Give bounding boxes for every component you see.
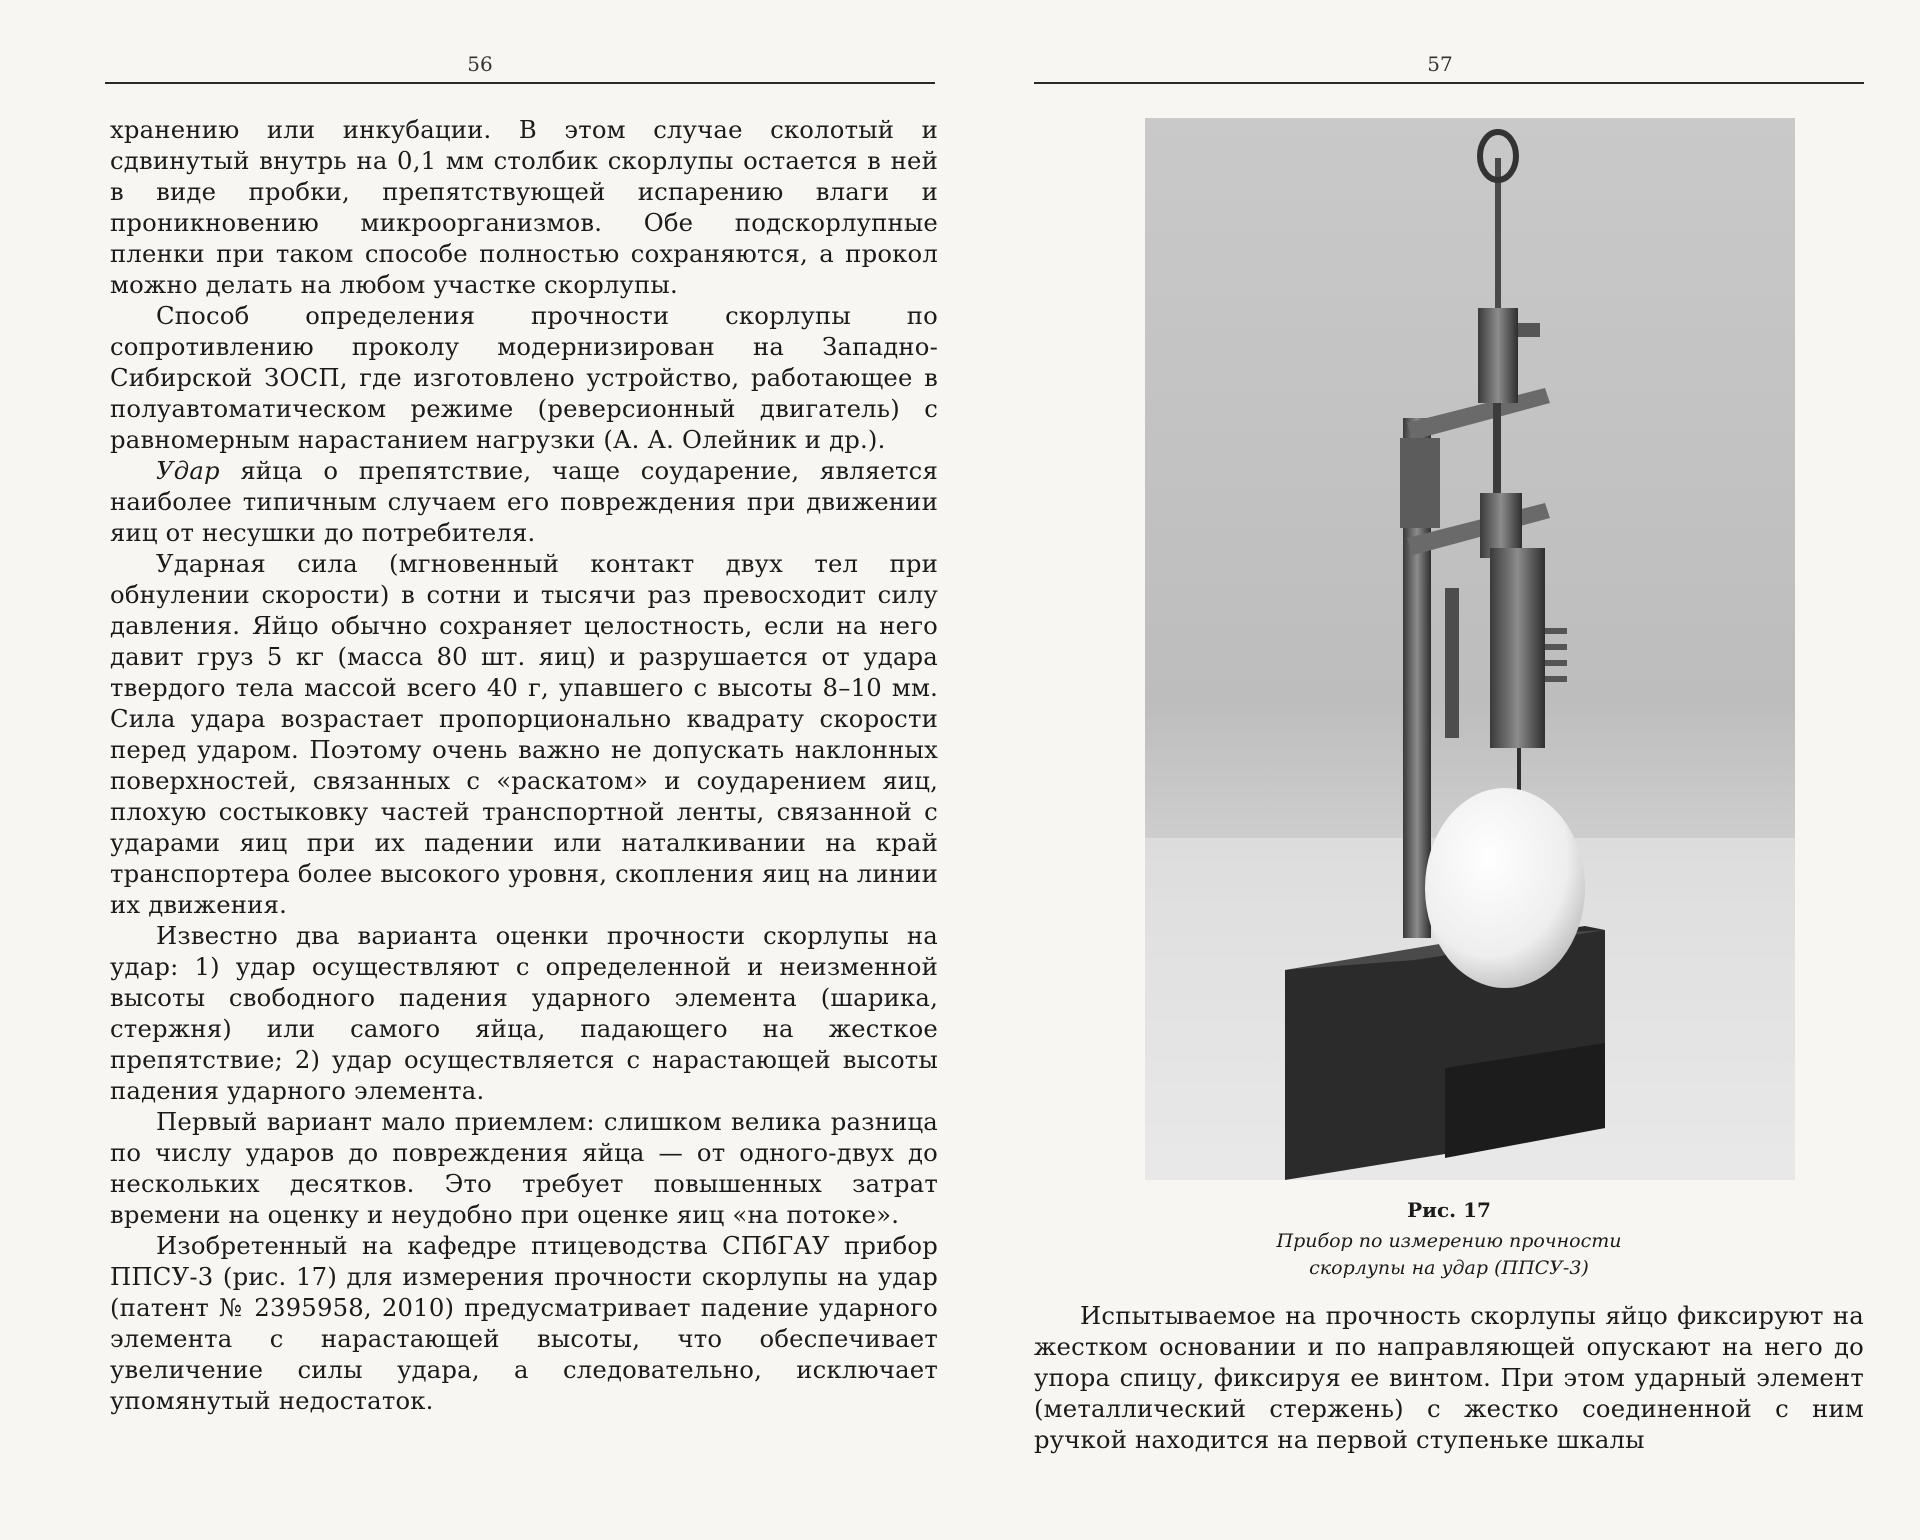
top-collar — [1478, 308, 1518, 403]
page-number: 57 — [1427, 52, 1453, 76]
italic-term: Удар — [156, 456, 220, 485]
paragraph — [110, 920, 938, 1106]
paragraph — [110, 548, 938, 920]
caption-line: скорлупы на удар (ППСУ-3) — [1309, 1257, 1589, 1279]
paragraph — [110, 1106, 938, 1230]
text-run: хранению или инкубации. В этом случае сколотый и сдвинутый внутрь на 0,1 мм столбик скорлупы остается в ней в виде пробки, препятствующей испарению влаги и проникновению микроорганизмов. Обе подскорлупные пленки при таком способе полностью сохраняются, а прокол можно делать на любом участке скорлупы. — [110, 115, 938, 299]
text-run: Изобретенный на кафедре птицеводства СПбГАУ прибор ППСУ-3 (рис. 17) для измерения прочности скорлупы на удар (патент № 2395958, 2010) предусматривает падение ударного элемента с нарастающей высоты, что обеспечивает увеличение силы удара, а следовательно, исключает упомянутый недостаток. — [110, 1231, 938, 1415]
paragraph — [110, 455, 938, 548]
right-page — [960, 0, 1920, 1540]
right-page-text — [1034, 1300, 1864, 1455]
paragraph — [110, 114, 938, 300]
egg — [1425, 788, 1585, 988]
paragraph — [110, 300, 938, 455]
striker-body — [1490, 548, 1545, 748]
text-run: яйца о препятствие, чаще соударение, является наиболее типичным случаем его повреждения при движении яиц от несушки до потребителя. — [110, 456, 938, 547]
text-run: Способ определения прочности скорлупы по сопротивлению проколу модернизирован на Западно-Сибирской ЗОСП, где изготовлено устройство, работающее в полуавтоматическом режиме (реверсионный двигатель) с равномерным нарастанием нагрузки (А. А. Олейник и др.). — [110, 301, 938, 454]
header-rule — [105, 82, 935, 84]
device-photo — [1145, 118, 1795, 1180]
paragraph — [1034, 1300, 1864, 1455]
figure-caption — [1034, 1228, 1864, 1282]
paragraph — [110, 1230, 938, 1416]
page-number: 56 — [467, 52, 493, 76]
header-rule — [1034, 82, 1864, 84]
caption-line: Прибор по измерению прочности — [1276, 1230, 1622, 1252]
figure-title: Рис. 17 — [1407, 1198, 1491, 1222]
left-page-text — [110, 114, 938, 1416]
bracket-plate — [1400, 438, 1440, 528]
text-run: Испытываемое на прочность скорлупы яйцо фиксируют на жестком основании и по направляющей опускают на него до упора спицу, фиксируя ее винтом. При этом ударный элемент (металлический стержень) с жестко соединенной с ним ручкой находится на первой ступеньке шкалы — [1034, 1301, 1864, 1454]
side-rod — [1445, 588, 1459, 738]
scale-steps — [1545, 628, 1567, 682]
text-run: Известно два варианта оценки прочности скорлупы на удар: 1) удар осуществляют с определенной и неизменной высоты свободного падения ударного элемента (шарика, стержня) или самого яйца, падающего на жесткое препятствие; 2) удар осуществляется с нарастающей высоты падения ударного элемента. — [110, 921, 938, 1105]
top-screw — [1518, 323, 1540, 337]
text-run: Ударная сила (мгновенный контакт двух тел при обнулении скорости) в сотни и тысячи раз превосходит силу давления. Яйцо обычно сохраняет целостность, если на него давит груз 5 кг (масса 80 шт. яиц) и разрушается от удара твердого тела массой всего 40 г, упавшего с высоты 8–10 мм. Сила удара возрастает пропорционально квадрату скорости перед ударом. Поэтому очень важно не допускать наклонных поверхностей, связанных с «раскатом» и соударением яиц, плохую состыковку частей транспортной ленты, связанной с ударами яиц при их падении или наталкивании на край транспортера более высокого уровня, скопления яиц на линии их движения. — [110, 549, 938, 919]
text-run: Первый вариант мало приемлем: слишком велика разница по числу ударов до повреждения яйца — от одного-двух до нескольких десятков. Это требует повышенных затрат времени на оценку и неудобно при оценке яиц «на потоке». — [110, 1107, 938, 1229]
